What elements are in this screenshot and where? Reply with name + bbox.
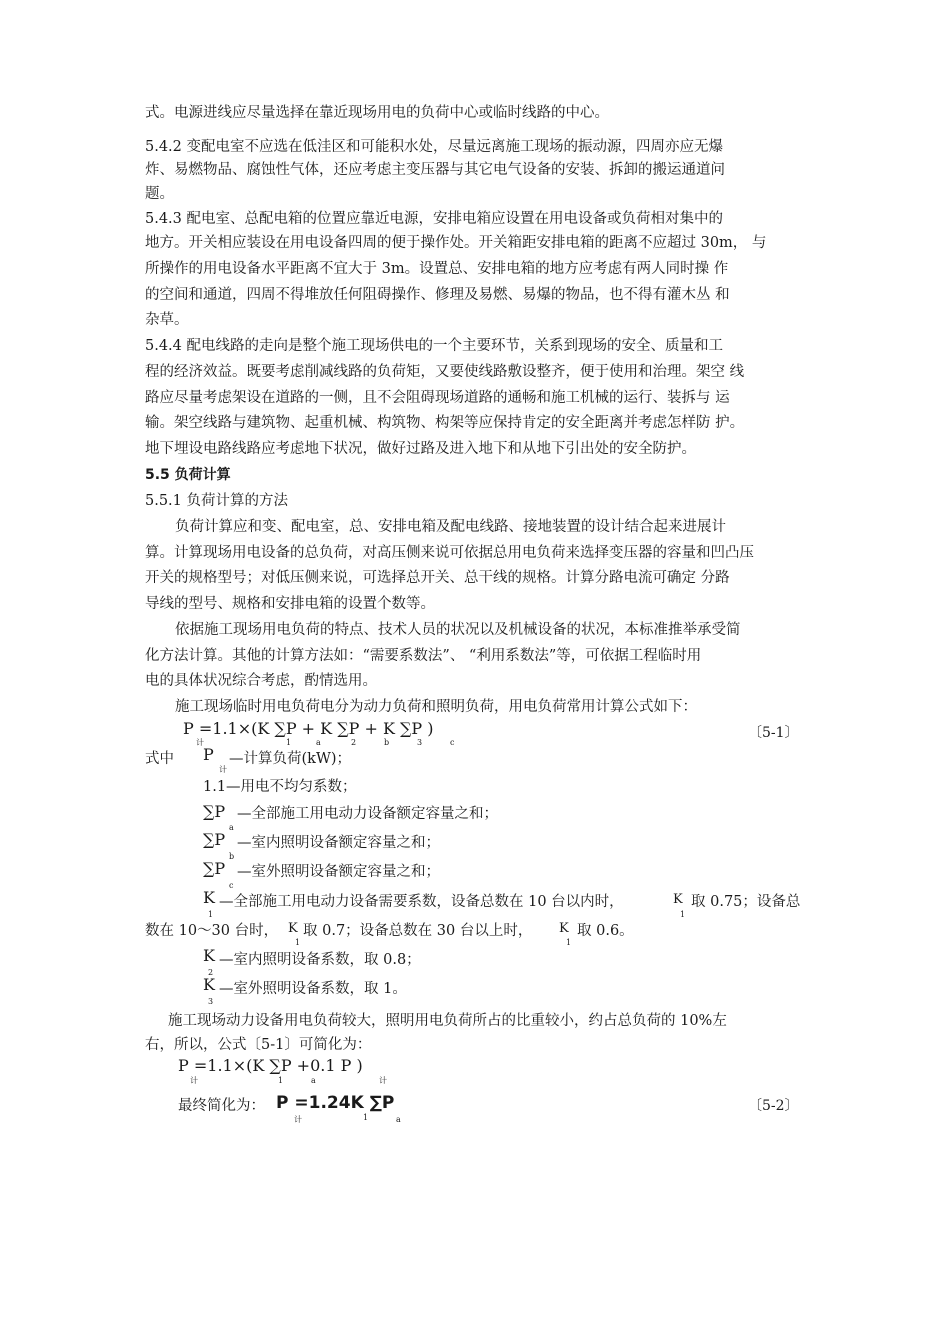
symbol-p: P: [203, 745, 214, 764]
definition-text: —室外照明设备系数，取 1。: [219, 981, 407, 997]
paragraph-line: 电的具体状况综合考虑，酌情选用。: [145, 673, 377, 689]
paragraph-line: 地下埋设电路线路应考虑地下状况，做好过路及进入地下和从地下引出处的安全防护。: [145, 441, 696, 457]
formula-subscript: 计: [196, 738, 204, 747]
formula-subscript: 计: [379, 1076, 387, 1085]
definition-text: 取 0.75；设备总: [691, 894, 801, 910]
definitions-lead: 式中: [145, 751, 174, 767]
symbol-k3: K: [203, 975, 215, 994]
paragraph-line: 依据施工现场用电负荷的特点、技术人员的状况以及机械设备的状况，本标准推举承受简: [175, 622, 741, 638]
formula-simplified: P =1.1×(K ∑P +0.1 P ): [178, 1056, 363, 1075]
definition-text: 取 0.6。: [577, 923, 634, 939]
formula-subscript: 计: [190, 1076, 198, 1085]
paragraph-line: 输。架空线路与建筑物、起重机械、构筑物、构架等应保持肯定的安全距离并考虑怎样防 护。: [145, 415, 745, 431]
definition-text: —全部施工用电动力设备需要系数，设备总数在 10 台以内时，: [219, 894, 624, 910]
equation-number: 〔5-1〕: [748, 725, 799, 741]
paragraph-line: 算。计算现场用电设备的总负荷，对高压侧来说可依据总用电负荷来选择变压器的容量和凹凸压: [145, 545, 754, 561]
definition-text: —室外照明设备额定容量之和；: [237, 864, 440, 880]
formula-subscript: c: [450, 738, 455, 747]
paragraph-line: 程的经济效益。既要考虑削减线路的负荷矩，又要使线路敷设整齐，便于使用和治理。架空 线: [145, 364, 745, 380]
formula-subscript: 计: [294, 1115, 302, 1124]
paragraph-line: 5.4.4 配电线路的走向是整个施工现场供电的一个主要环节，关系到现场的安全、质量和工: [145, 338, 723, 354]
formula-5-1: P =1.1×(K ∑P + K ∑P + K ∑P ): [183, 719, 434, 738]
symbol-sum: ∑P: [203, 802, 226, 821]
formula-subscript: a: [229, 823, 234, 832]
paragraph-line: 所操作的用电设备水平距离不宜大于 3m。设置总、安排电箱的地方应考虑有两人同时操 作: [145, 261, 729, 277]
paragraph-line: 导线的型号、规格和安排电箱的设置个数等。: [145, 596, 435, 612]
formula-subscript: 1: [278, 1076, 284, 1085]
formula-subscript: 1: [363, 1113, 369, 1122]
paragraph-line: 施工现场动力设备用电负荷较大，照明用电负荷所占的比重较小，约占总负荷的 10%左: [168, 1013, 727, 1029]
definition-text: —室内照明设备额定容量之和；: [237, 835, 440, 851]
formula-subscript: b: [384, 738, 390, 747]
formula-subscript: 1: [295, 938, 301, 947]
paragraph-line: 化方法计算。其他的计算方法如：“需要系数法”、 “利用系数法”等，可依据工程临时用: [145, 648, 702, 664]
symbol-sum: ∑P: [203, 859, 226, 878]
definition-text: —计算负荷(kW)；: [229, 751, 352, 767]
paragraph-line: 施工现场临时用电负荷电分为动力负荷和照明负荷，用电负荷常用计算公式如下：: [175, 699, 697, 715]
formula-subscript: 1: [208, 910, 214, 919]
formula-subscript: a: [316, 738, 321, 747]
formula-subscript: a: [396, 1115, 401, 1124]
subsection-heading: 5.5.1 负荷计算的方法: [145, 493, 289, 509]
definition-text: —全部施工用电动力设备额定容量之和；: [237, 806, 498, 822]
formula-subscript: 2: [351, 738, 357, 747]
formula-subscript: 1: [680, 910, 686, 919]
symbol-sum: ∑P: [203, 830, 226, 849]
formula-subscript: a: [311, 1076, 316, 1085]
paragraph-line: 5.4.3 配电室、总配电箱的位置应靠近电源，安排电箱应设置在用电设备或负荷相对集中的: [145, 211, 723, 227]
paragraph-line: 右，所以，公式〔5-1〕可简化为：: [145, 1037, 372, 1053]
paragraph-line: 开关的规格型号；对低压侧来说，可选择总开关、总干线的规格。计算分路电流可确定 分路: [145, 570, 730, 586]
symbol-k1-inline: K: [288, 921, 298, 936]
symbol-k1: K: [203, 888, 215, 907]
equation-number: 〔5-2〕: [748, 1098, 799, 1114]
formula-subscript: 1: [286, 738, 292, 747]
section-heading: 5.5 负荷计算: [145, 467, 231, 483]
definition-text: 数在 10～30 台时，: [145, 923, 279, 939]
formula-subscript: 1: [566, 938, 572, 947]
definition-text: —室内照明设备系数，取 0.8；: [219, 952, 421, 968]
equation-lead: 最终简化为：: [178, 1098, 265, 1114]
paragraph-line: 式。电源进线应尽量选择在靠近现场用电的负荷中心或临时线路的中心。: [145, 105, 609, 121]
paragraph-line: 的空间和通道，四周不得堆放任何阻碍操作、修理及易燃、易爆的物品，也不得有灌木丛 和: [145, 287, 730, 303]
paragraph-line: 5.4.2 变配电室不应选在低洼区和可能积水处，尽量远离施工现场的振动源，四周亦应无爆: [145, 139, 723, 155]
formula-subscript: b: [229, 852, 235, 861]
paragraph-line: 地方。开关相应装设在用电设备四周的便于操作处。开关箱距安排电箱的距离不应超过 30m， 与: [145, 235, 767, 251]
formula-subscript: c: [229, 881, 234, 890]
symbol-k1-inline: K: [559, 921, 569, 936]
formula-subscript: 2: [208, 968, 214, 977]
definition-text: 取 0.7；设备总数在 30 台以上时，: [303, 923, 533, 939]
paragraph-line: 负荷计算应和变、配电室，总、安排电箱及配电线路、接地装置的设计结合起来进展计: [175, 519, 726, 535]
formula-subscript: 计: [219, 765, 227, 774]
definition-line: 1.1—用电不均匀系数；: [203, 779, 357, 795]
paragraph-line: 炸、易燃物品、腐蚀性气体，还应考虑主变压器与其它电气设备的安装、拆卸的搬运通道问: [145, 162, 725, 178]
formula-subscript: 3: [208, 997, 214, 1006]
formula-5-2: P =1.24K ∑P: [276, 1093, 395, 1113]
symbol-k2: K: [203, 946, 215, 965]
symbol-k1-inline: K: [673, 892, 683, 907]
formula-subscript: 3: [417, 738, 423, 747]
paragraph-line: 路应尽量考虑架设在道路的一侧，且不会阻碍现场道路的通畅和施工机械的运行、装拆与 运: [145, 390, 730, 406]
paragraph-line: 杂草。: [145, 312, 189, 328]
paragraph-line: 题。: [145, 186, 174, 202]
